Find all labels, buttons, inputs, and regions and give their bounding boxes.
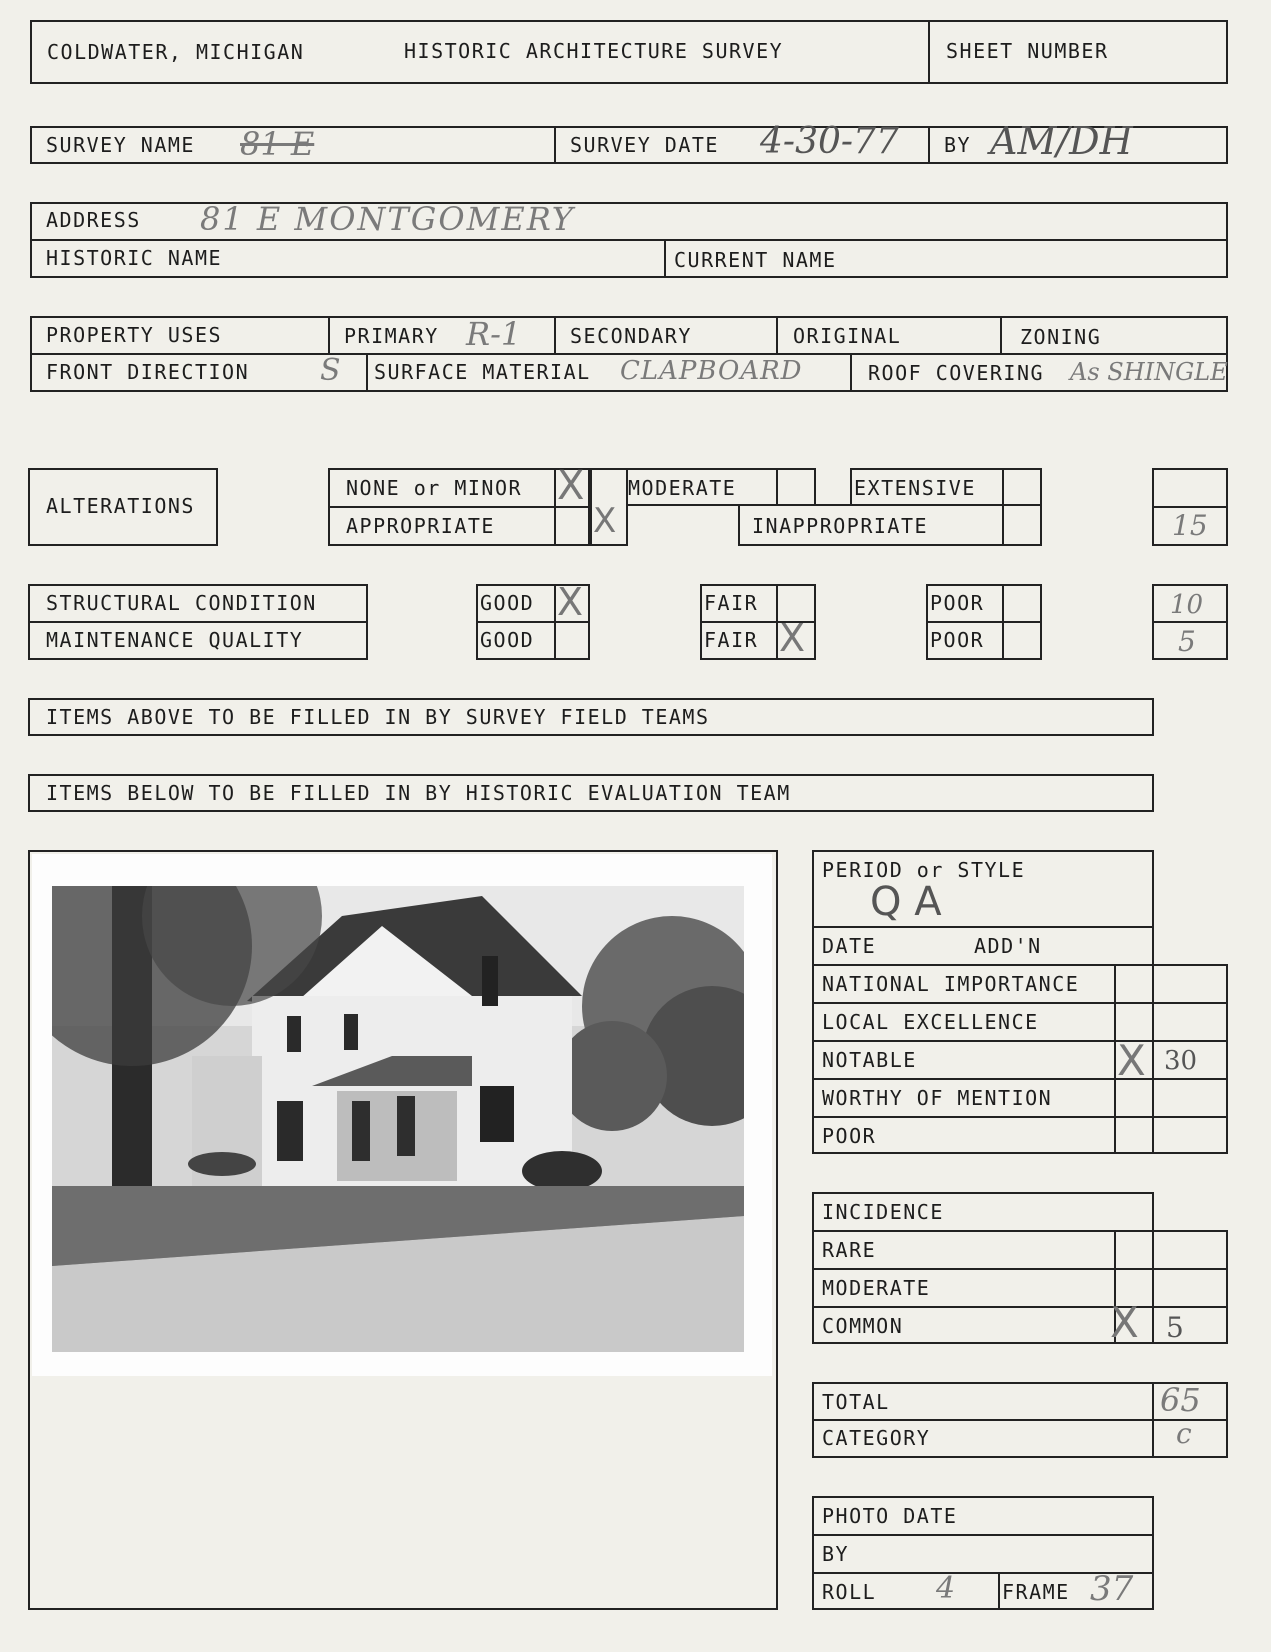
incidence-moderate-label: MODERATE: [822, 1276, 931, 1300]
addn-label: ADD'N: [974, 934, 1042, 958]
divider: [850, 353, 852, 392]
divider: [1000, 316, 1002, 353]
total-value[interactable]: 65: [1160, 1381, 1201, 1419]
notable-score[interactable]: 30: [1164, 1046, 1198, 1076]
divider: [812, 1078, 1228, 1080]
primary-value[interactable]: R-1: [466, 315, 522, 353]
primary-label: PRIMARY: [344, 324, 439, 348]
roll-value[interactable]: 4: [936, 1571, 956, 1606]
local-excellence-label: LOCAL EXCELLENCE: [822, 1010, 1039, 1034]
alterations-score[interactable]: 15: [1172, 509, 1208, 542]
moderate-label: MODERATE: [628, 476, 737, 500]
maintenance-poor-label: POOR: [930, 628, 985, 652]
header-divider: [928, 20, 930, 84]
survey-name-value[interactable]: 81 E: [240, 125, 315, 163]
structural-good-label: GOOD: [480, 591, 535, 615]
frame-value[interactable]: 37: [1090, 1569, 1134, 1609]
address-label: ADDRESS: [46, 208, 141, 232]
divider: [1152, 506, 1228, 508]
common-label: COMMON: [822, 1314, 904, 1338]
divider: [812, 1040, 1228, 1042]
worthy-label: WORTHY OF MENTION: [822, 1086, 1053, 1110]
divider: [554, 126, 556, 164]
period-value[interactable]: Q A: [870, 879, 942, 925]
divider: [366, 353, 368, 392]
divider: [554, 468, 556, 546]
frame-label: FRAME: [1002, 1580, 1070, 1604]
front-direction-label: FRONT DIRECTION: [46, 360, 250, 384]
original-label: ORIGINAL: [793, 324, 902, 348]
maintenance-score[interactable]: 5: [1178, 625, 1196, 658]
divider: [812, 1534, 1154, 1536]
divider: [1152, 621, 1228, 623]
category-label: CATEGORY: [822, 1426, 931, 1450]
none-minor-label: NONE or MINOR: [346, 476, 523, 500]
secondary-label: SECONDARY: [570, 324, 692, 348]
period-label: PERIOD or STYLE: [822, 858, 1026, 882]
maintenance-good-label: GOOD: [480, 628, 535, 652]
zoning-label: ZONING: [1020, 325, 1102, 349]
divider: [812, 1419, 1228, 1421]
divider: [554, 584, 556, 660]
surface-material-value[interactable]: CLAPBOARD: [620, 356, 803, 386]
roof-covering-label: ROOF COVERING: [868, 361, 1045, 385]
date-label: DATE: [822, 934, 877, 958]
alterations-label: ALTERATIONS: [46, 494, 195, 518]
divider: [30, 353, 1228, 355]
surveyor-label: BY: [944, 133, 972, 157]
divider: [776, 584, 778, 660]
divider: [998, 1572, 1000, 1610]
maintenance-fair-label: FAIR: [704, 628, 759, 652]
photo-date-label: PHOTO DATE: [822, 1504, 958, 1528]
divider: [328, 316, 330, 353]
roll-label: ROLL: [822, 1580, 877, 1604]
common-score[interactable]: 5: [1166, 1311, 1184, 1344]
maintenance-quality-label: MAINTENANCE QUALITY: [46, 628, 304, 652]
roof-covering-value[interactable]: As SHINGLE: [1070, 358, 1228, 386]
house-photo: [52, 886, 744, 1352]
notable-label: NOTABLE: [822, 1048, 917, 1072]
maintenance-fair-check[interactable]: X: [779, 616, 806, 660]
divider: [664, 239, 666, 278]
extensive-label: EXTENSIVE: [854, 476, 976, 500]
surveyor-value[interactable]: AM/DH: [990, 119, 1133, 163]
appropriate-label: APPROPRIATE: [346, 514, 495, 538]
house-photo-image: [52, 886, 744, 1352]
eval-poor-label: POOR: [822, 1124, 877, 1148]
survey-name-label: SURVEY NAME: [46, 133, 195, 157]
divider: [28, 621, 368, 623]
structural-poor-label: POOR: [930, 591, 985, 615]
structural-score[interactable]: 10: [1170, 590, 1204, 620]
structural-condition-label: STRUCTURAL CONDITION: [46, 591, 317, 615]
divider: [1152, 964, 1154, 1154]
divider: [812, 1002, 1228, 1004]
common-check[interactable]: X: [1110, 1298, 1139, 1347]
appropriate-check: X: [593, 501, 617, 541]
current-name-label: CURRENT NAME: [674, 248, 837, 272]
inappropriate-label: INAPPROPRIATE: [752, 514, 929, 538]
total-label: TOTAL: [822, 1390, 890, 1414]
divider: [928, 126, 930, 164]
photo-by-label: BY: [822, 1542, 850, 1566]
header-city: COLDWATER, MICHIGAN: [47, 40, 305, 64]
incidence-label: INCIDENCE: [822, 1200, 944, 1224]
divider: [1114, 964, 1116, 1154]
divider: [776, 468, 778, 506]
divider: [1002, 584, 1004, 660]
none-minor-check[interactable]: X: [557, 463, 585, 509]
divider: [554, 316, 556, 353]
divider: [812, 1306, 1228, 1308]
note-above: ITEMS ABOVE TO BE FILLED IN BY SURVEY FIELD TEAMS: [46, 705, 710, 729]
structural-good-check[interactable]: X: [557, 580, 584, 624]
divider: [926, 621, 1042, 623]
note-below: ITEMS BELOW TO BE FILLED IN BY HISTORIC EVALUATION TEAM: [46, 781, 791, 805]
rare-label: RARE: [822, 1238, 877, 1262]
divider: [30, 239, 1228, 241]
survey-date-value[interactable]: 4-30-77: [760, 121, 899, 162]
survey-date-label: SURVEY DATE: [570, 133, 719, 157]
divider: [328, 506, 590, 508]
structural-fair-label: FAIR: [704, 591, 759, 615]
divider: [776, 316, 778, 353]
divider: [1152, 1230, 1154, 1344]
divider: [1002, 504, 1004, 546]
notable-check[interactable]: X: [1117, 1036, 1146, 1085]
divider: [812, 1268, 1228, 1270]
front-direction-value[interactable]: S: [320, 353, 341, 388]
category-value[interactable]: c: [1176, 1417, 1192, 1450]
form-title: HISTORIC ARCHITECTURE SURVEY: [404, 39, 784, 63]
surface-material-label: SURFACE MATERIAL: [374, 360, 591, 384]
divider: [1002, 468, 1004, 506]
address-value[interactable]: 81 E MONTGOMERY: [200, 200, 575, 238]
historic-name-label: HISTORIC NAME: [46, 246, 223, 270]
national-importance-label: NATIONAL IMPORTANCE: [822, 972, 1080, 996]
property-uses-label: PROPERTY USES: [46, 323, 223, 347]
sheet-number-label: SHEET NUMBER: [946, 39, 1109, 63]
divider: [1152, 1382, 1154, 1458]
divider: [812, 1116, 1228, 1118]
